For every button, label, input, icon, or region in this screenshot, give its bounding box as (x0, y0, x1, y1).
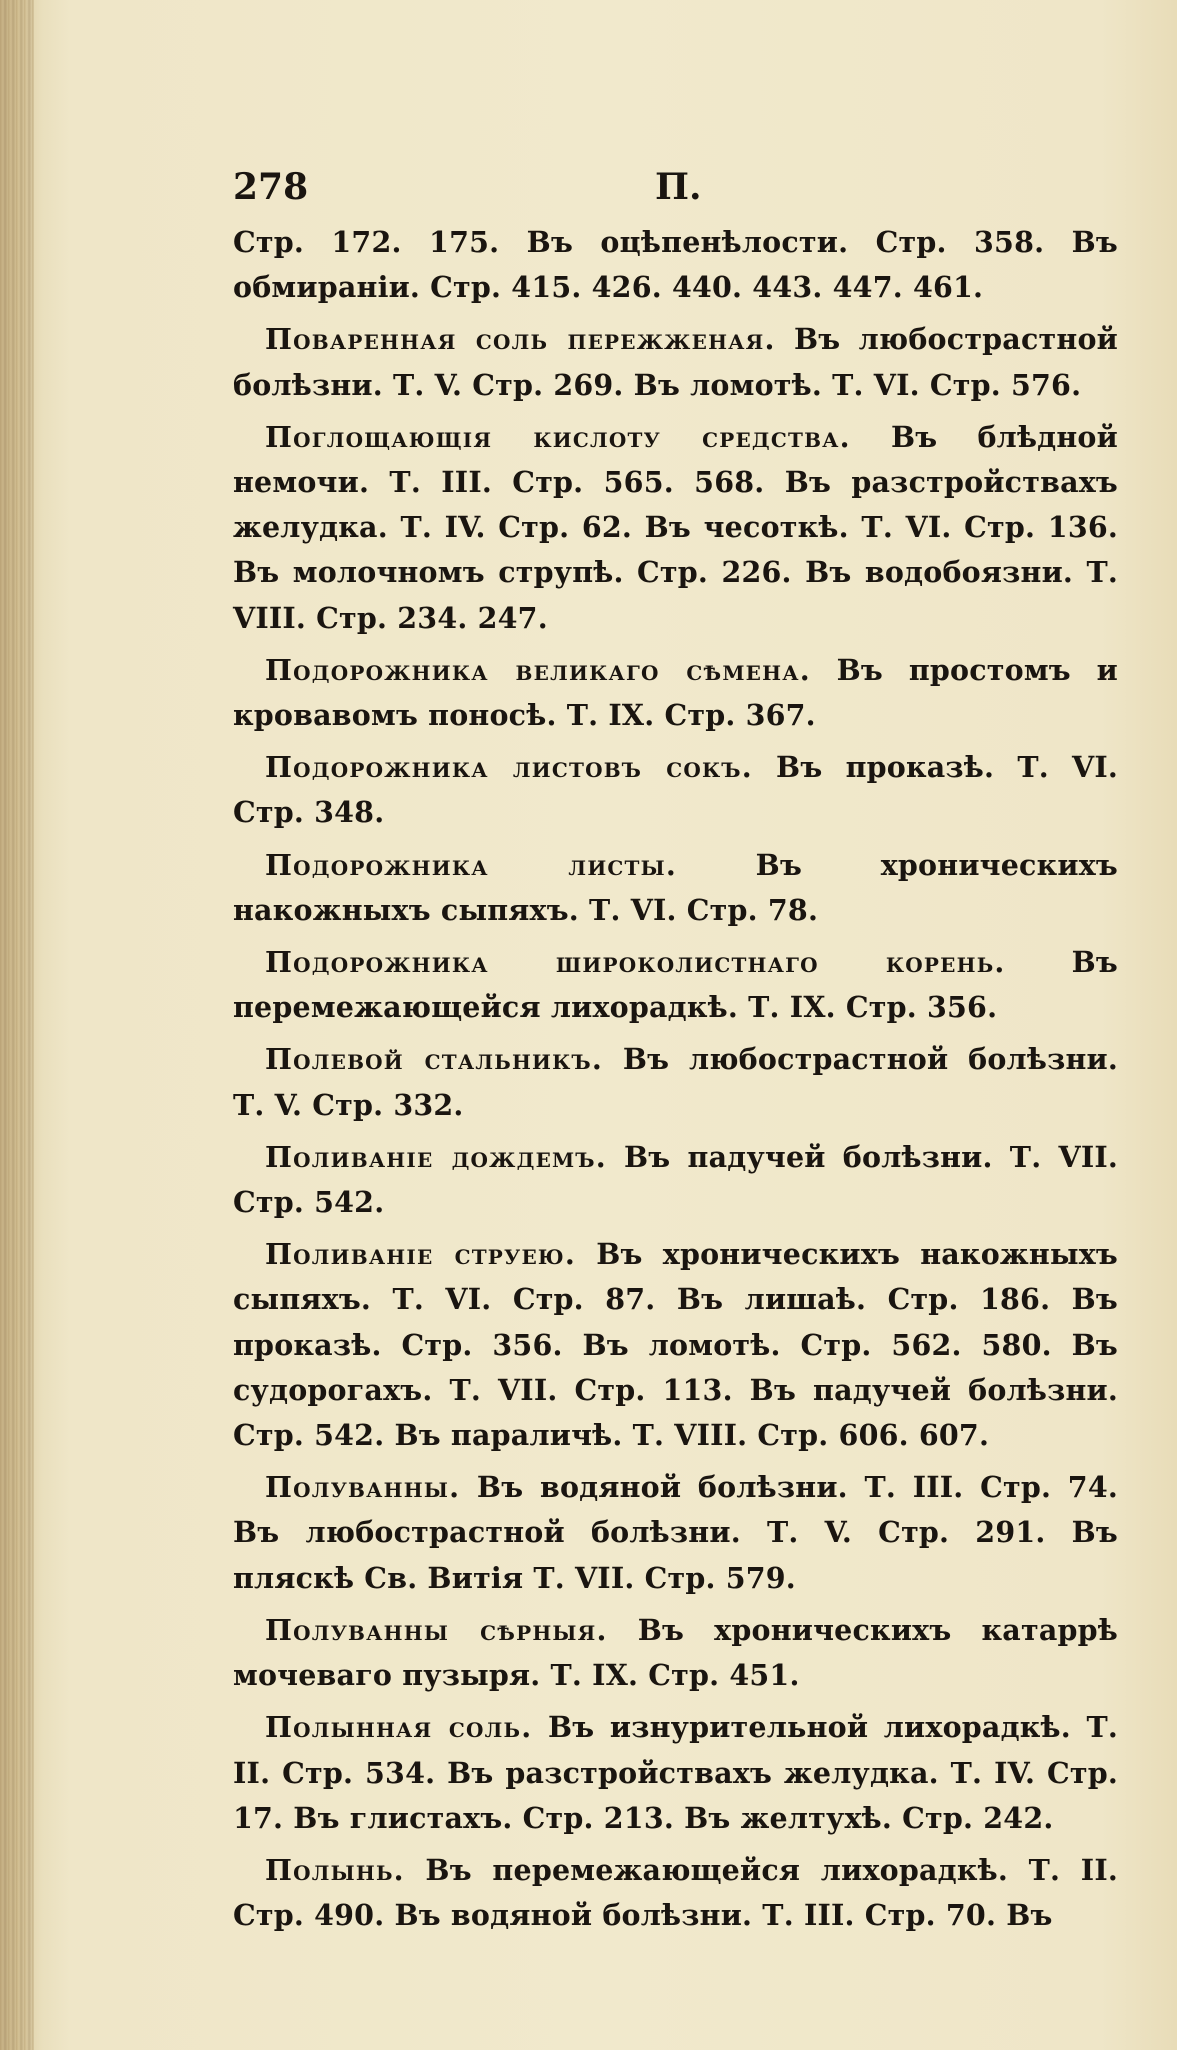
entry-text: Въ любострастной болѣзни. Т. V. Стр. 332. (233, 1042, 1118, 1122)
index-entry (233, 415, 1118, 641)
entry-text: Стр. 172. 175. Въ оцѣпенѣлости. Стр. 358. Въ обмиранiи. Стр. 415. 426. 440. 443. 447. 461. (233, 225, 1118, 305)
index-entries (233, 220, 1118, 1938)
entry-text: Въ изнурительной лихорадкѣ. Т. II. Стр. 534. Въ разстройствахъ желудка. Т. IV. Стр. 17. Въ глистахъ. Стр. 213. Въ желтухѣ. Стр. 242. (233, 1710, 1118, 1835)
page-content (233, 160, 1118, 1945)
entry-text: Въ хроническихъ накожныхъ сыпяхъ. Т. VI. Стр. 87. Въ лишаѣ. Стр. 186. Въ проказѣ. Стр. 356. Въ ломотѣ. Стр. 562. 580. Въ судорогахъ. Т. VII. Стр. 113. Въ падучей болѣзни. Стр. 542. Въ параличѣ. Т. VIII. Стр. 606. 607. (233, 1237, 1118, 1453)
entry-term: Поливанiе струею. (265, 1237, 576, 1272)
index-entry (233, 1608, 1118, 1698)
entry-text: Въ перемежающейся лихорадкѣ. Т. IX. Стр. 356. (233, 945, 1118, 1025)
entry-text: Въ перемежающейся лихорадкѣ. Т. II. Стр. 490. Въ водяной болѣзни. Т. III. Стр. 70. Въ (233, 1852, 1118, 1933)
entry-term: Полуванны. (265, 1470, 461, 1505)
index-entry (233, 648, 1118, 738)
index-entry (233, 1705, 1118, 1841)
entry-term: Поваренная соль пережженая. (265, 322, 776, 357)
entry-term: Поглощающiя кислоту средства. (265, 419, 851, 454)
entry-text: Въ водяной болѣзни. Т. III. Стр. 74. Въ любострастной болѣзни. Т. V. Стр. 291. Въ пляскѣ Св. Витiя Т. VII. Стр. 579. (233, 1470, 1118, 1595)
index-entry (233, 1135, 1118, 1225)
index-entry (233, 317, 1118, 407)
entry-text: Въ проказѣ. Т. VI. Стр. 348. (233, 750, 1118, 830)
entry-text: Въ простомъ и кровавомъ поносѣ. Т. IX. Стр. 367. (233, 652, 1119, 733)
entry-term: Подорожника листы. (265, 847, 677, 882)
entry-text: Въ хроническихъ катаррѣ мочеваго пузыря. Т. IX. Стр. 451. (233, 1612, 1118, 1693)
entry-term: Подорожника широколистнаго корень. (265, 945, 1006, 980)
entry-term: Подорожника великаго сѣмена. (265, 652, 811, 687)
page-number: 278 (233, 166, 309, 208)
entry-text: Въ хроническихъ накожныхъ сыпяхъ. Т. VI. Стр. 78. (233, 847, 1118, 927)
entry-text: Въ блѣдной немочи. Т. III. Стр. 565. 568. Въ разстройствахъ желудка. Т. IV. Стр. 62. Въ чесоткѣ. Т. VI. Стр. 136. Въ молочномъ струпѣ. Стр. 226. Въ водобоязни. Т. VIII. Стр. 234. 247. (233, 419, 1118, 635)
index-entry (233, 220, 1118, 310)
index-entry (233, 1037, 1118, 1127)
index-entry (233, 940, 1118, 1030)
entry-term: Полуванны сѣрныя. (265, 1612, 608, 1647)
entry-term: Полевой стальникъ. (265, 1042, 604, 1077)
index-entry (233, 1465, 1118, 1601)
entry-text: Въ падучей болѣзни. Т. VII. Стр. 542. (233, 1139, 1118, 1220)
index-entry (233, 1848, 1118, 1938)
entry-term: Полынь. (265, 1852, 405, 1887)
entry-term: Подорожника листовъ сокъ. (265, 750, 753, 785)
running-head: П. (655, 166, 702, 208)
entry-term: Полынная соль. (265, 1710, 533, 1745)
page-header (233, 160, 1118, 220)
entry-text: Въ любострастной болѣзни. Т. V. Стр. 269. Въ ломотѣ. Т. VI. Стр. 576. (233, 322, 1118, 402)
index-entry (233, 745, 1118, 835)
index-entry (233, 1232, 1118, 1458)
index-entry (233, 843, 1118, 933)
entry-term: Поливанiе дождемъ. (265, 1139, 607, 1174)
page-binding-edge (0, 0, 34, 2050)
